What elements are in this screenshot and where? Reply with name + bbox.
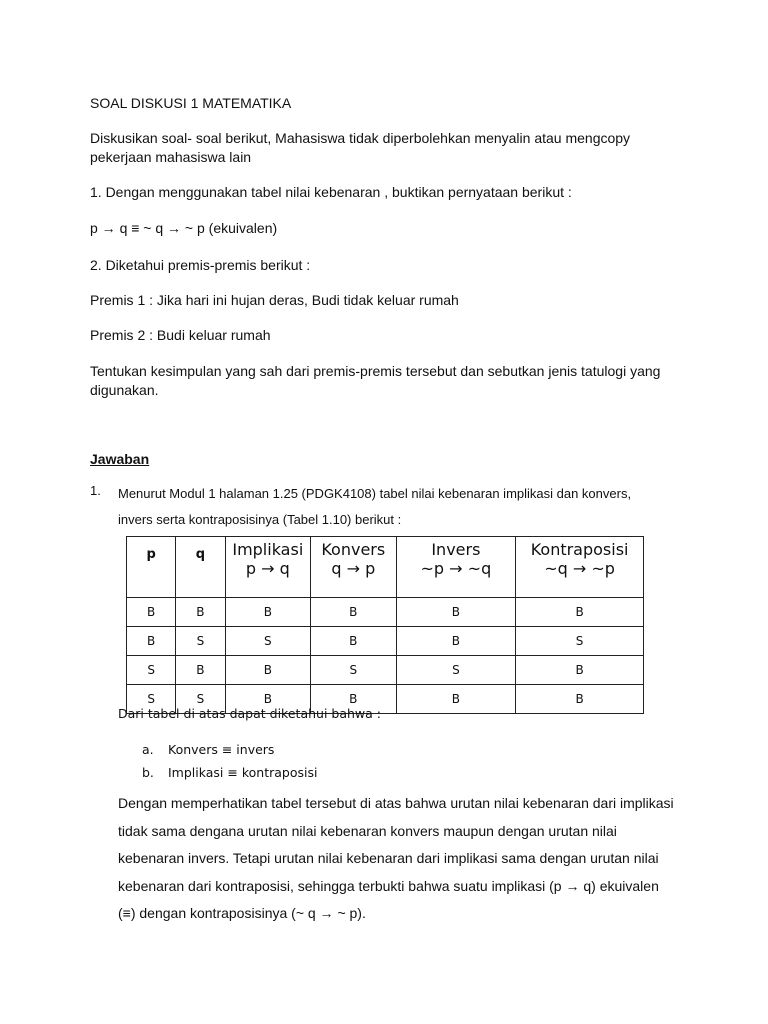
document-title: SOAL DISKUSI 1 MATEMATIKA (90, 95, 292, 111)
table-cell: B (396, 598, 516, 627)
answer-intro-rest: 25 (PDGK4108) tabel nilai kebenaran implikasi dan konvers, invers serta kontraposisinya (Tabel 1.10) berikut : (118, 486, 632, 527)
answer-intro-start: Menurut Modul 1 halaman 1. (118, 486, 284, 501)
premise-1: Premis 1 : Jika hari ini hujan deras, Budi tidak keluar rumah (90, 292, 459, 308)
table-cell: B (311, 598, 396, 627)
question-2: 2. Diketahui premis-premis berikut : (90, 257, 311, 273)
intro-paragraph: Diskusikan soal- soal berikut, Mahasiswa tidak diperbolehkan menyalin atau mengcopy pekerjaan mahasiswa lain (90, 130, 631, 165)
table-cell: S (225, 627, 310, 656)
table-cell: B (176, 656, 225, 685)
table-row (127, 627, 644, 656)
answer-number: 1. (90, 483, 101, 498)
table-cell: B (127, 598, 176, 627)
header-invers: Invers ~p → ~q (396, 537, 516, 598)
table-cell: S (127, 656, 176, 685)
conclusion-list (142, 742, 317, 788)
table-cell: B (516, 598, 644, 627)
truth-table (126, 536, 644, 714)
table-cell: B (311, 627, 396, 656)
conclusion-instruction: Tentukan kesimpulan yang sah dari premis-premis tersebut dan sebutkan jenis tatulogi yang digunakan. (90, 363, 661, 398)
table-cell: S (311, 656, 396, 685)
header-q: q (176, 537, 225, 598)
list-marker: a. (142, 742, 154, 757)
table-cell: B (225, 656, 310, 685)
table-cell: B (516, 656, 644, 685)
table-cell: S (176, 685, 225, 714)
list-marker: b. (142, 765, 154, 780)
truth-table-header-row (127, 537, 644, 598)
table-cell: S (127, 685, 176, 714)
header-p: p (127, 537, 176, 598)
premise-2: Premis 2 : Budi keluar rumah (90, 327, 271, 343)
list-item (142, 765, 317, 788)
table-note: Dari tabel di atas dapat diketahui bahwa : (118, 706, 381, 721)
table-cell: B (225, 598, 310, 627)
table-cell: B (516, 685, 644, 714)
table-row (127, 598, 644, 627)
answer-intro (118, 481, 658, 533)
table-row (127, 656, 644, 685)
table-cell: B (127, 627, 176, 656)
header-konvers: Konvers q → p (311, 537, 396, 598)
closing-paragraph: Dengan memperhatikan tabel tersebut di atas bahwa urutan nilai kebenaran dari implikasi tidak sama dengana urutan nilai kebenaran konvers maupun dengan urutan nilai kebenaran invers. Tetapi urutan nilai kebenaran dari implikasi sama dengan urutan nilai kebenaran dari kontraposisi, sehingga terbukti bahwa suatu implikasi (p → q) ekuivalen (≡) dengan kontraposisinya (~ q → ~ p). (118, 795, 674, 921)
table-cell: B (396, 685, 516, 714)
table-cell: B (225, 685, 310, 714)
list-text: Konvers ≡ invers (168, 742, 275, 757)
answer-heading: Jawaban (90, 451, 150, 467)
question-1: 1. Dengan menggunakan tabel nilai kebenaran , buktikan pernyataan berikut : (90, 184, 572, 200)
table-cell: S (516, 627, 644, 656)
header-implikasi: Implikasi p → q (225, 537, 310, 598)
list-text: Implikasi ≡ kontraposisi (168, 765, 318, 780)
table-cell: B (396, 627, 516, 656)
header-kontraposisi: Kontraposisi ~q → ~p (516, 537, 644, 598)
table-cell: B (311, 685, 396, 714)
table-cell: S (396, 656, 516, 685)
list-item (142, 742, 317, 765)
equivalence-formula: p → q ≡ ~ q → ~ p (ekuivalen) (90, 220, 278, 236)
table-cell: B (176, 598, 225, 627)
table-cell: S (176, 627, 225, 656)
